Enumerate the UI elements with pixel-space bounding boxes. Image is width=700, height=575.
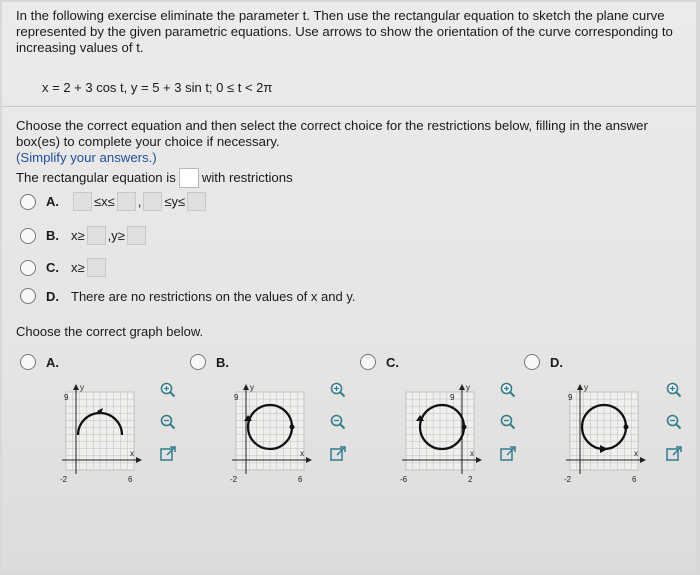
x-axis-label: x bbox=[130, 449, 134, 458]
simplify-note: (Simplify your answers.) bbox=[16, 150, 157, 165]
option-letter: B. bbox=[216, 354, 229, 370]
rect-eq-input[interactable] bbox=[179, 168, 199, 188]
graph-radio-b[interactable] bbox=[190, 354, 206, 370]
expand-icon[interactable] bbox=[664, 444, 684, 464]
x-range-label: ≤x≤ bbox=[94, 194, 115, 209]
zoom-in-icon[interactable] bbox=[158, 380, 178, 400]
graph-option-a[interactable] bbox=[20, 354, 134, 484]
x-max-input[interactable] bbox=[117, 192, 136, 211]
radio-b[interactable] bbox=[20, 228, 36, 244]
option-letter: D. bbox=[46, 288, 59, 304]
x-ge-input-c[interactable] bbox=[87, 258, 106, 277]
question-intro: In the following exercise eliminate the parameter t. Then use the rectangular equation to sketch the plane curve represented by the given parametric equations. Use arrows to show the orientation of the curve corresponding to increasing values of t. bbox=[16, 8, 673, 55]
x-tick-max: 6 bbox=[298, 475, 303, 484]
graph-option-d[interactable] bbox=[524, 354, 638, 484]
x-tick-max: 2 bbox=[468, 475, 473, 484]
zoom-out-icon[interactable] bbox=[328, 412, 348, 432]
instructions bbox=[16, 118, 686, 188]
graph-option-label[interactable] bbox=[360, 354, 411, 370]
graph-radio-a[interactable] bbox=[20, 354, 36, 370]
graph-option-b[interactable] bbox=[190, 354, 304, 484]
zoom-out-icon[interactable] bbox=[498, 412, 518, 432]
y-tick-label: 9 bbox=[234, 393, 239, 402]
graph-radio-c[interactable] bbox=[360, 354, 376, 370]
parametric-equation: x = 2 + 3 cos t, y = 5 + 3 sin t; 0 ≤ t < 2π bbox=[42, 80, 273, 95]
graph-plot bbox=[386, 380, 486, 490]
zoom-in-icon[interactable] bbox=[498, 380, 518, 400]
graph-option-label[interactable] bbox=[524, 354, 575, 370]
x-tick-min: -2 bbox=[564, 475, 572, 484]
x-tick-min: -6 bbox=[400, 475, 408, 484]
option-letter: A. bbox=[46, 194, 59, 209]
x-ge-input[interactable] bbox=[87, 226, 106, 245]
option-letter: A. bbox=[46, 354, 59, 370]
graph-plot bbox=[216, 380, 316, 490]
restriction-option-d[interactable] bbox=[20, 288, 355, 304]
graph-tools bbox=[158, 380, 178, 464]
x-ge-label: x≥ bbox=[71, 260, 85, 275]
graph-tools bbox=[328, 380, 348, 464]
option-letter: D. bbox=[550, 354, 563, 370]
option-letter: C. bbox=[46, 260, 59, 275]
graph-plot bbox=[46, 380, 146, 490]
y-max-input[interactable] bbox=[187, 192, 206, 211]
zoom-in-icon[interactable] bbox=[328, 380, 348, 400]
y-axis-label: y bbox=[80, 383, 84, 392]
x-tick-max: 6 bbox=[128, 475, 133, 484]
x-tick-min: -2 bbox=[230, 475, 238, 484]
rect-eq-prefix: The rectangular equation is bbox=[16, 170, 176, 185]
x-axis-label: x bbox=[300, 449, 304, 458]
divider bbox=[2, 106, 696, 107]
option-letter: B. bbox=[46, 228, 59, 243]
x-tick-max: 6 bbox=[632, 475, 637, 484]
y-axis-label: y bbox=[584, 383, 588, 392]
graph-tools bbox=[664, 380, 684, 464]
instructions-text: Choose the correct equation and then select the correct choice for the restrictions below, filling in the answer box(es) to complete your choice if necessary. bbox=[16, 118, 648, 149]
graph-option-label[interactable] bbox=[190, 354, 241, 370]
zoom-in-icon[interactable] bbox=[664, 380, 684, 400]
y-tick-label: 9 bbox=[568, 393, 573, 402]
graph-plot bbox=[550, 380, 650, 490]
expand-icon[interactable] bbox=[328, 444, 348, 464]
x-axis-label: x bbox=[634, 449, 638, 458]
y-axis-label: y bbox=[466, 383, 470, 392]
x-axis-label: x bbox=[470, 449, 474, 458]
zoom-out-icon[interactable] bbox=[158, 412, 178, 432]
y-range-label: ≤y≤ bbox=[164, 194, 186, 209]
graph-prompt: Choose the correct graph below. bbox=[16, 324, 204, 339]
graph-radio-d[interactable] bbox=[524, 354, 540, 370]
expand-icon[interactable] bbox=[158, 444, 178, 464]
expand-icon[interactable] bbox=[498, 444, 518, 464]
y-ge-label: ,y≥ bbox=[107, 228, 125, 243]
no-restrictions-text: There are no restrictions on the values of x and y. bbox=[71, 288, 356, 304]
graph-option-label[interactable] bbox=[20, 354, 71, 370]
zoom-out-icon[interactable] bbox=[664, 412, 684, 432]
radio-c[interactable] bbox=[20, 260, 36, 276]
comma: , bbox=[137, 194, 142, 209]
y-min-input[interactable] bbox=[143, 192, 162, 211]
x-ge-label: x≥ bbox=[71, 228, 85, 243]
restriction-option-b[interactable] bbox=[20, 226, 148, 245]
restriction-option-a[interactable] bbox=[20, 192, 208, 211]
y-tick-label: 9 bbox=[64, 393, 69, 402]
y-tick-label: 9 bbox=[450, 393, 455, 402]
radio-d[interactable] bbox=[20, 288, 36, 304]
radio-a[interactable] bbox=[20, 194, 36, 210]
x-tick-min: -2 bbox=[60, 475, 68, 484]
graph-option-c[interactable] bbox=[360, 354, 474, 484]
question-panel bbox=[2, 2, 696, 572]
option-letter: C. bbox=[386, 354, 399, 370]
y-ge-input[interactable] bbox=[127, 226, 146, 245]
x-min-input[interactable] bbox=[73, 192, 92, 211]
y-axis-label: y bbox=[250, 383, 254, 392]
restriction-option-c[interactable] bbox=[20, 258, 108, 277]
graph-tools bbox=[498, 380, 518, 464]
rect-eq-suffix: with restrictions bbox=[201, 170, 293, 185]
